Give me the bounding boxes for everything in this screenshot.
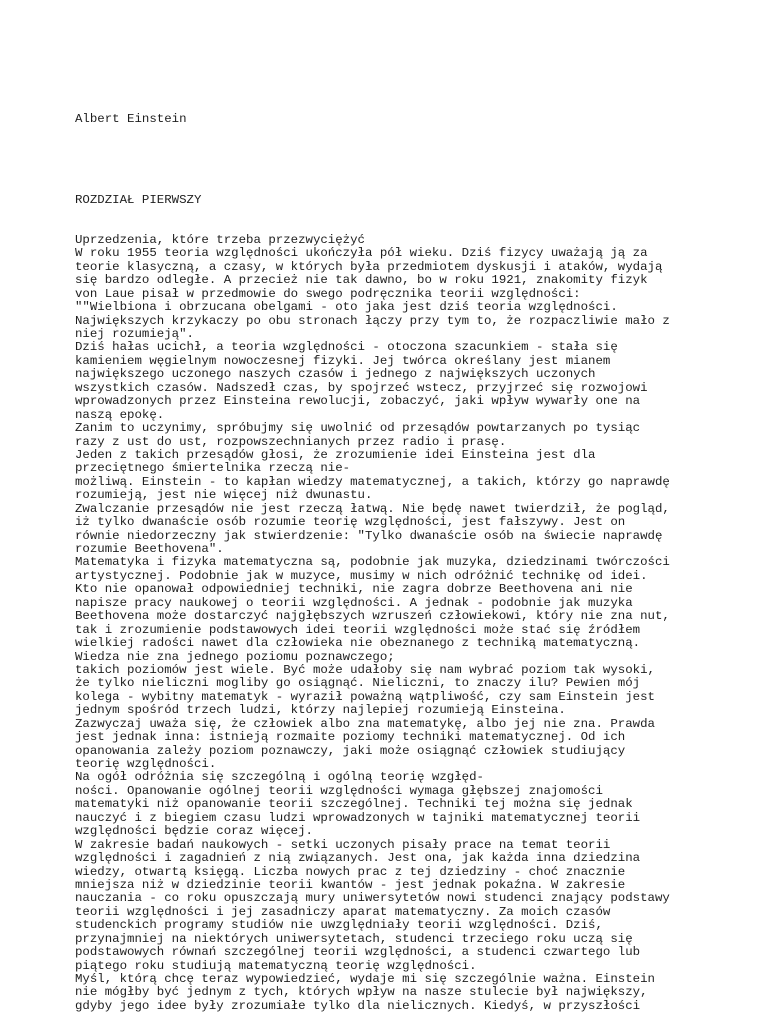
text-line: przynajmniej na niektórych uniwersytetach, studenci trzeciego roku uczą się xyxy=(75,931,633,946)
text-line: Matematyka i fizyka matematyczna są, podobnie jak muzyka, dziedzinami twórczości xyxy=(75,555,670,570)
text-line: nie mógłby być jednym z tych, których wpływ na nasze stulecie był największy, xyxy=(75,985,648,1000)
text-line: piątego roku studiują matematyczną teorię względności. xyxy=(75,958,477,973)
text-line: wielkiej radości nawet dla człowieka nie obeznanego z techniką matematyczną. xyxy=(75,636,641,651)
document-page xyxy=(75,86,755,1027)
text-line: W zakresie badań naukowych - setki uczonych pisały prace na temat teorii xyxy=(75,837,611,852)
text-line: wiedzy, otwartą księgą. Liczba nowych prac z tej dziedziny - choć znacznie xyxy=(75,864,626,879)
text-line: Największych krzykaczy po obu stronach łączy przy tym to, że rozpaczliwie mało z xyxy=(75,313,670,328)
text-line: razy z ust do ust, rozpowszechnianych przez radio i prasę. xyxy=(75,434,507,449)
text-line: kolega - wybitny matematyk - wyraził poważną wątpliwość, czy sam Einstein jest xyxy=(75,689,655,704)
blank-line xyxy=(75,153,755,166)
text-line: Zanim to uczynimy, spróbujmy się uwolnić od przesądów powtarzanych po tysiąc xyxy=(75,421,641,436)
text-line: wprowadzonych przez Einsteina rewolucji, zobaczyć, jaki wpływ wywarły one na xyxy=(75,394,641,409)
text-line: jest jednak inna: istnieją rozmaite poziomy techniki matematycznej. Od ich xyxy=(75,730,626,745)
text-line: opanowania zależy poziom poznawczy, jaki może osiągnąć człowiek studiujący xyxy=(75,743,626,758)
text-line: rozumieją, jest nie więcej niż dwunastu. xyxy=(75,488,373,503)
text-line: Dziś hałas ucichł, a teoria względności - otoczona szacunkiem - stała się xyxy=(75,340,618,355)
text-line: matematyki niż opanowanie teorii szczególnej. Techniki tej można się jednak xyxy=(75,797,633,812)
text-line: naszą epokę. xyxy=(75,407,165,422)
text-line: Wiedza nie zna jednego poziomu poznawczego; xyxy=(75,649,395,664)
text-line: Beethovena może dostarczyć najgłębszych wzruszeń człowiekowi, który nie zna nut, xyxy=(75,609,670,624)
text-line: W roku 1955 teoria względności ukończyła pół wieku. Dziś fizycy uważają ją za xyxy=(75,246,648,261)
text-line: największego uczonego naszych czasów i jednego z największych uczonych xyxy=(75,367,596,382)
body-text xyxy=(75,234,755,1013)
text-line: względności i zagadnień z nią związanych. Jest ona, jak każda inna dziedzina xyxy=(75,851,641,866)
text-line: względności będzie coraz więcej. xyxy=(75,824,313,839)
text-line: Zazwyczaj uważa się, że człowiek albo zna matematykę, albo jej nie zna. Prawda xyxy=(75,716,655,731)
text-line: przeciętnego śmiertelnika rzeczą nie- xyxy=(75,461,351,476)
text-line: Zwalczanie przesądów nie jest rzeczą łatwą. Nie będę nawet twierdził, że pogląd, xyxy=(75,501,670,516)
text-line: Kto nie opanował odpowiedniej techniki, nie zagra dobrze Beethovena ani nie xyxy=(75,582,633,597)
text-line: rozumie Beethovena". xyxy=(75,542,224,556)
chapter-subtitle: Uprzedzenia, które trzeba przezwyciężyć xyxy=(75,232,365,247)
text-line: możliwą. Einstein - to kapłan wiedzy matematycznej, a takich, którzy go naprawdę xyxy=(75,474,670,489)
text-line: jednym spośród trzech ludzi, którzy najlepiej rozumieją Einsteina. xyxy=(75,703,566,718)
text-line: gdyby jego idee były zrozumiałe tylko dla nielicznych. Kiedyś, w przyszłości xyxy=(75,998,641,1013)
text-line: równie niedorzeczny jak stwierdzenie: "Tylko dwanaście osób na świecie naprawdę xyxy=(75,528,663,543)
text-line: Myśl, którą chcę teraz wypowiedzieć, wydaje mi się szczególnie ważna. Einstein xyxy=(75,972,655,986)
text-line: napisze pracy naukowej o teorii względności. A jednak - podobnie jak muzyka xyxy=(75,595,633,610)
text-line: Jeden z takich przesądów głosi, że zrozumienie idei Einsteina jest dla xyxy=(75,447,596,462)
text-line: podstawowych równań szczególnej teorii względności, a studenci czwartego lub xyxy=(75,945,641,960)
text-line: nauczyć i z biegiem czasu ludzi wprowadzonych w tajniki matematycznej teorii xyxy=(75,810,641,825)
text-line: iż tylko dwanaście osób rozumie teorię względności, jest fałszywy. Jest on xyxy=(75,515,626,530)
text-line: Na ogół odróżnia się szczególną i ogólną teorię wzgłęd- xyxy=(75,770,484,785)
text-line: teorie klasyczną, a czasy, w których była przedmiotem dyskusji i ataków, wydają xyxy=(75,259,663,274)
text-line: nauczania - co roku opuszczają mury uniwersytetów nowi studenci znający podstawy xyxy=(75,891,670,906)
text-line: wszystkich czasów. Nadszedł czas, by spojrzeć wstecz, przyjrzeć się rozwojowi xyxy=(75,380,648,395)
text-line: się bardzo odległe. A przecież nie tak dawno, bo w roku 1921, znakomity fizyk xyxy=(75,273,648,288)
text-line: takich poziomów jest wiele. Być może udałoby się nam wybrać poziom tak wysoki, xyxy=(75,662,655,677)
chapter-heading: ROZDZIAŁ PIERWSZY xyxy=(75,192,202,207)
author-name: Albert Einstein xyxy=(75,111,187,126)
text-line: ""Wielbiona i obrzucana obelgami - oto jaka jest dziś teoria względności. xyxy=(75,300,618,315)
text-line: teorię względności. xyxy=(75,757,217,771)
text-line: że tylko nieliczni mogliby go osiągnąć. Nieliczni, to znaczy ilu? Pewien mój xyxy=(75,676,641,691)
text-line: teorii względności i jej zasadniczy aparat matematyczny. Za moich czasów xyxy=(75,904,611,919)
text-line: kamieniem węgielnym nowoczesnej fizyki. Jej twórca określany jest mianem xyxy=(75,353,611,368)
text-line: mniejsza niż w dziedzinie teorii kwantów - jest jednak pokaźna. W zakresie xyxy=(75,877,626,892)
text-line: von Laue pisał w przedmowie do swego podręcznika teorii względności: xyxy=(75,286,581,301)
text-line: ności. Opanowanie ogólnej teorii względności wymaga głębszej znajomości xyxy=(75,783,603,798)
text-line: tak i zrozumienie podstawowych idei teorii względności może stać się źródłem xyxy=(75,622,641,637)
text-line: niej rozumieją". xyxy=(75,327,194,341)
text-line: artystycznej. Podobnie jak w muzyce, musimy w nich odróżnić technikę od idei. xyxy=(75,568,648,583)
text-line: studenckich programy studiów nie uwzględniały teorii względności. Dziś, xyxy=(75,918,603,933)
